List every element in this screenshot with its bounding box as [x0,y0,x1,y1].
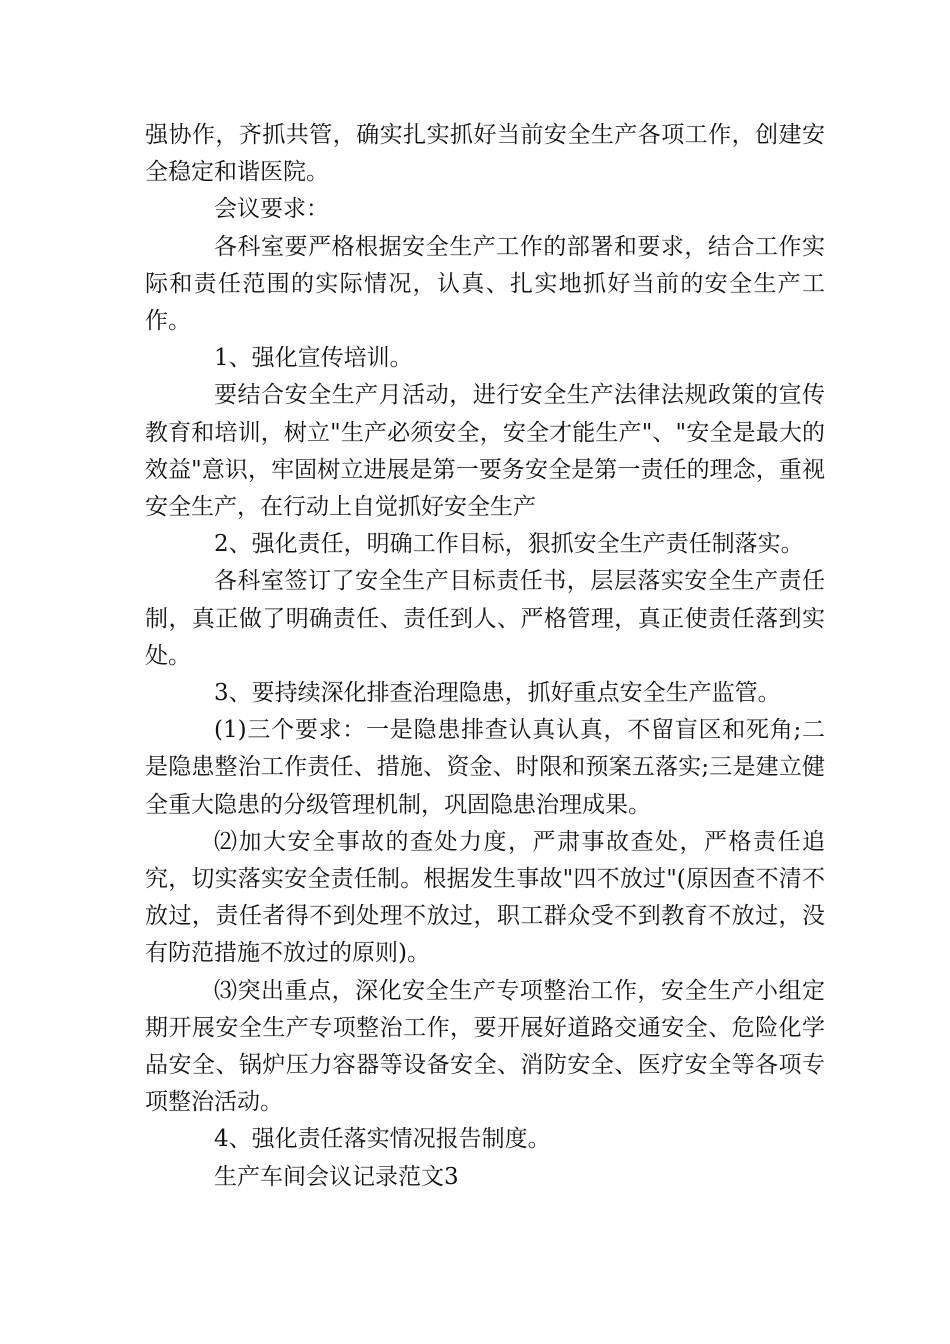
paragraph-next-section-title: 生产车间会议记录范文3 [214,1163,459,1190]
paragraph-item-3-heading: 3、要持续深化排查治理隐患，抓好重点安全生产监管。 [214,680,781,707]
paragraph-item-3-sub-1: (1)三个要求：一是隐患排查认真认真，不留盲区和死角;二是隐患整治工作责任、措施、资金、时限和预案五落实;三是建立健全重大隐患的分级管理机制，巩固隐患治理成果。 [145,717,825,818]
paragraph-item-2-heading: 2、强化责任，明确工作目标，狠抓安全生产责任制落实。 [214,531,804,558]
paragraph-item-3-sub-2: ⑵加大安全事故的查处力度，严肃事故查处，严格责任追究，切实落实安全责任制。根据发生事故"四不放过"(原因查不清不放过，责任者得不到处理不放过，职工群众受不到教育不放过，没有防范措施不放过的原则)。 [145,828,825,967]
paragraph-meeting-requirements-heading: 会议要求： [214,196,329,223]
paragraph-item-1-body: 要结合安全生产月活动，进行安全生产法律法规政策的宣传教育和培训，树立"生产必须安全，安全才能生产"、"安全是最大的效益"意识，牢固树立进展是第一要务安全是第一责任的理念，重视安全生产，在行动上自觉抓好安全生产 [145,382,825,521]
paragraph-item-2-body: 各科室签订了安全生产目标责任书，层层落实安全生产责任制，真正做了明确责任、责任到人、严格管理，真正使责任落到实处。 [145,568,825,669]
paragraph-item-1-heading: 1、强化宣传培训。 [214,345,413,372]
paragraph-item-3-sub-3: ⑶突出重点，深化安全生产专项整治工作，安全生产小组定期开展安全生产专项整治工作，要开展好道路交通安全、危险化学品安全、锅炉压力容器等设备安全、消防安全、医疗安全等各项专项整治活动。 [145,977,825,1116]
paragraph-intro-continuation: 强协作，齐抓共管，确实扎实抓好当前安全生产各项工作，创建安全稳定和谐医院。 [145,122,825,186]
paragraph-item-4-heading: 4、强化责任落实情况报告制度。 [214,1126,551,1153]
document-page [145,117,825,1196]
paragraph-department-requirements: 各科室要严格根据安全生产工作的部署和要求，结合工作实际和责任范围的实际情况，认真、扎实地抓好当前的安全生产工作。 [145,233,825,335]
